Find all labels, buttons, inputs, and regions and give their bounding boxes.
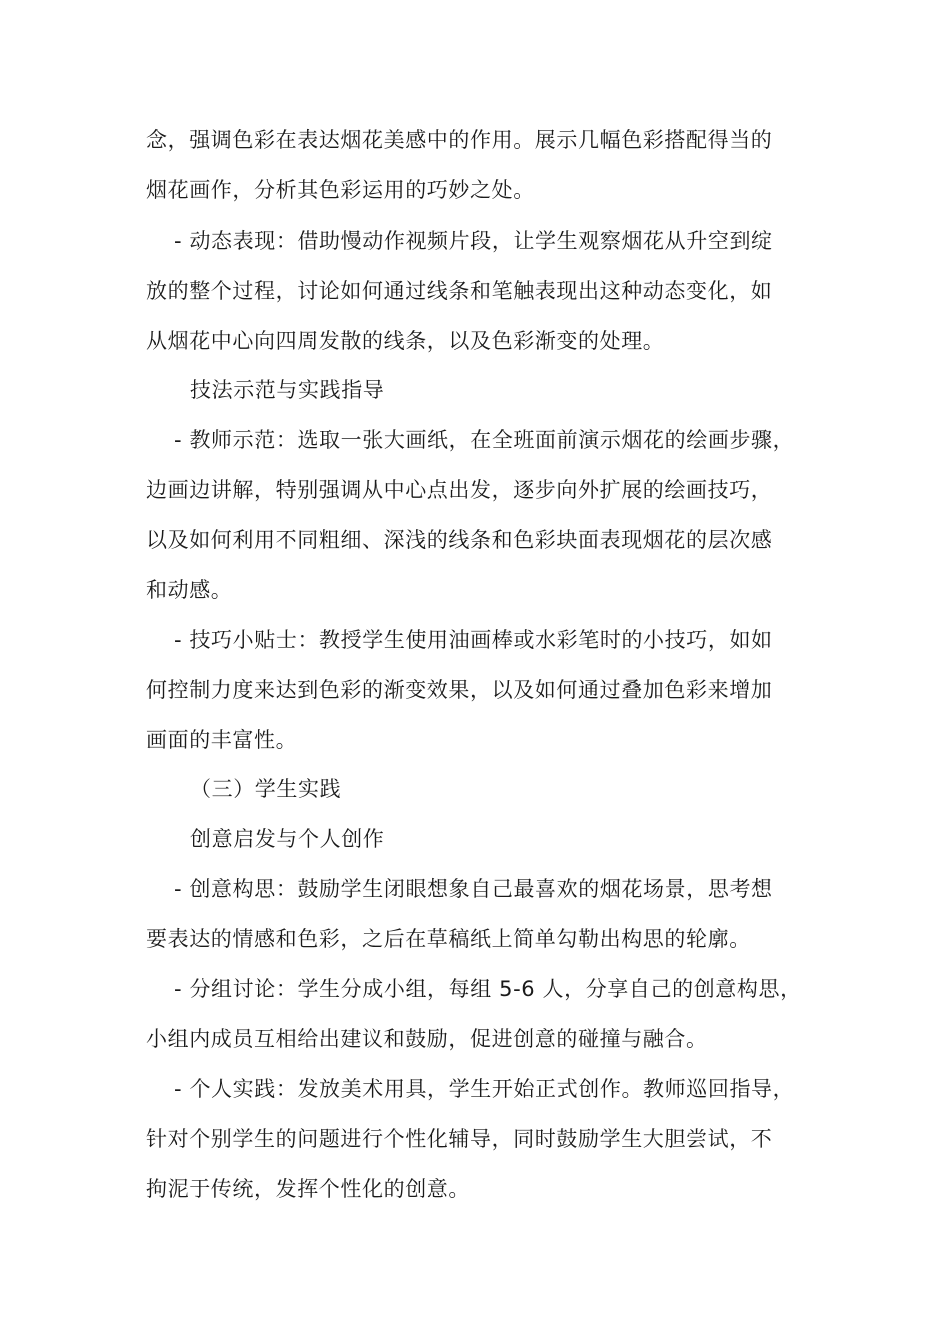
section-heading: （三）学生实践	[190, 777, 342, 801]
bullet-line: - 技巧小贴士：教授学生使用油画棒或水彩笔时的小技巧，如如	[174, 628, 773, 652]
bullet-line: - 分组讨论：学生分成小组，每组 5-6 人，分享自己的创意构思，	[174, 977, 802, 1001]
paragraph-line: 和动感。	[146, 578, 233, 602]
bullet-line: - 教师示范：选取一张大画纸，在全班面前演示烟花的绘画步骤，	[174, 428, 795, 452]
paragraph-line: 念，强调色彩在表达烟花美感中的作用。展示几幅色彩搭配得当的	[146, 128, 773, 152]
bullet-line: - 个人实践：发放美术用具，学生开始正式创作。教师巡回指导，	[174, 1077, 795, 1101]
paragraph-line: 小组内成员互相给出建议和鼓励，促进创意的碰撞与融合。	[146, 1027, 708, 1051]
section-heading: 技法示范与实践指导	[190, 378, 385, 402]
paragraph-line: 边画边讲解，特别强调从中心点出发，逐步向外扩展的绘画技巧，	[146, 478, 773, 502]
paragraph-line: 要表达的情感和色彩，之后在草稿纸上简单勾勒出构思的轮廓。	[146, 927, 751, 951]
bullet-line: - 动态表现：借助慢动作视频片段，让学生观察烟花从升空到绽	[174, 229, 773, 253]
paragraph-line: 烟花画作，分析其色彩运用的巧妙之处。	[146, 178, 535, 202]
paragraph-line: 放的整个过程，讨论如何通过线条和笔触表现出这种动态变化，如	[146, 279, 773, 303]
bullet-line: - 创意构思：鼓励学生闭眼想象自己最喜欢的烟花场景，思考想	[174, 877, 773, 901]
paragraph-line: 以及如何利用不同粗细、深浅的线条和色彩块面表现烟花的层次感	[146, 528, 773, 552]
section-heading: 创意启发与个人创作	[190, 827, 385, 851]
paragraph-line: 针对个别学生的问题进行个性化辅导，同时鼓励学生大胆尝试，不	[146, 1127, 773, 1151]
paragraph-line: 何控制力度来达到色彩的渐变效果，以及如何通过叠加色彩来增加	[146, 678, 773, 702]
paragraph-line: 画面的丰富性。	[146, 728, 298, 752]
paragraph-line: 从烟花中心向四周发散的线条，以及色彩渐变的处理。	[146, 329, 665, 353]
paragraph-line: 拘泥于传统，发挥个性化的创意。	[146, 1177, 470, 1201]
